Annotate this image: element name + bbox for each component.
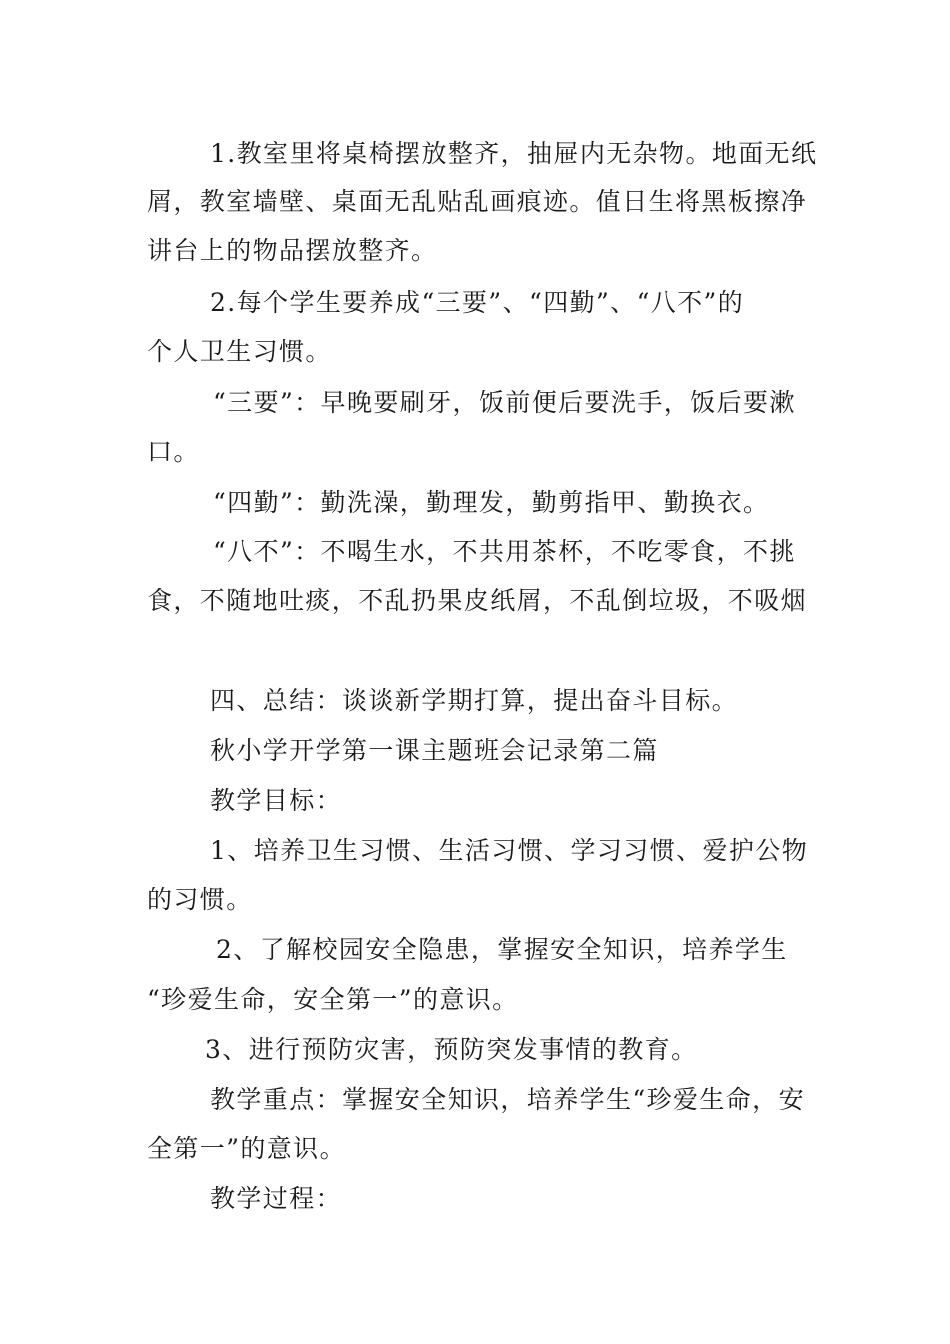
paragraph-line: 口。 bbox=[147, 437, 200, 466]
paragraph-line: 1、培养卫生习惯、生活习惯、学习习惯、爱护公物 bbox=[210, 836, 809, 865]
paragraph-line: “珍爱生命，安全第一”的意识。 bbox=[147, 985, 519, 1014]
section-heading: 四、总结：谈谈新学期打算，提出奋斗目标。 bbox=[210, 686, 739, 715]
paragraph-line: “八不”：不喝生水，不共用茶杯，不吃零食，不挑 bbox=[213, 537, 796, 566]
paragraph-line: 全第一”的意识。 bbox=[147, 1134, 346, 1163]
paragraph-line: 个人卫生习惯。 bbox=[147, 337, 332, 366]
paragraph-line: 讲台上的物品摆放整齐。 bbox=[147, 236, 438, 265]
paragraph-line: 2.每个学生要养成“三要”、“四勤”、“八不”的 bbox=[210, 288, 745, 317]
paragraph-line: 屑，教室墙壁、桌面无乱贴乱画痕迹。值日生将黑板擦净 bbox=[147, 187, 808, 216]
paragraph-line: “三要”：早晚要刷牙，饭前便后要洗手，饭后要漱 bbox=[213, 388, 796, 417]
subheading: 教学目标： bbox=[210, 786, 343, 815]
document-title: 秋小学开学第一课主题班会记录第二篇 bbox=[210, 736, 659, 765]
paragraph-line: 2、了解校园安全隐患，掌握安全知识，培养学生 bbox=[216, 935, 788, 964]
paragraph-line: 食，不随地吐痰，不乱扔果皮纸屑，不乱倒垃圾，不吸烟 bbox=[147, 586, 808, 615]
paragraph-line: 教学重点：掌握安全知识，培养学生“珍爱生命，安 bbox=[210, 1085, 805, 1114]
subheading: 教学过程： bbox=[210, 1184, 343, 1213]
paragraph-line: 3、进行预防灾害，预防突发事情的教育。 bbox=[205, 1035, 698, 1064]
paragraph-line: 的习惯。 bbox=[147, 885, 253, 914]
paragraph-line: 1.教室里将桌椅摆放整齐，抽屉内无杂物。地面无纸 bbox=[210, 139, 818, 168]
paragraph-line: “四勤”：勤洗澡，勤理发，勤剪指甲、勤换衣。 bbox=[213, 488, 770, 517]
